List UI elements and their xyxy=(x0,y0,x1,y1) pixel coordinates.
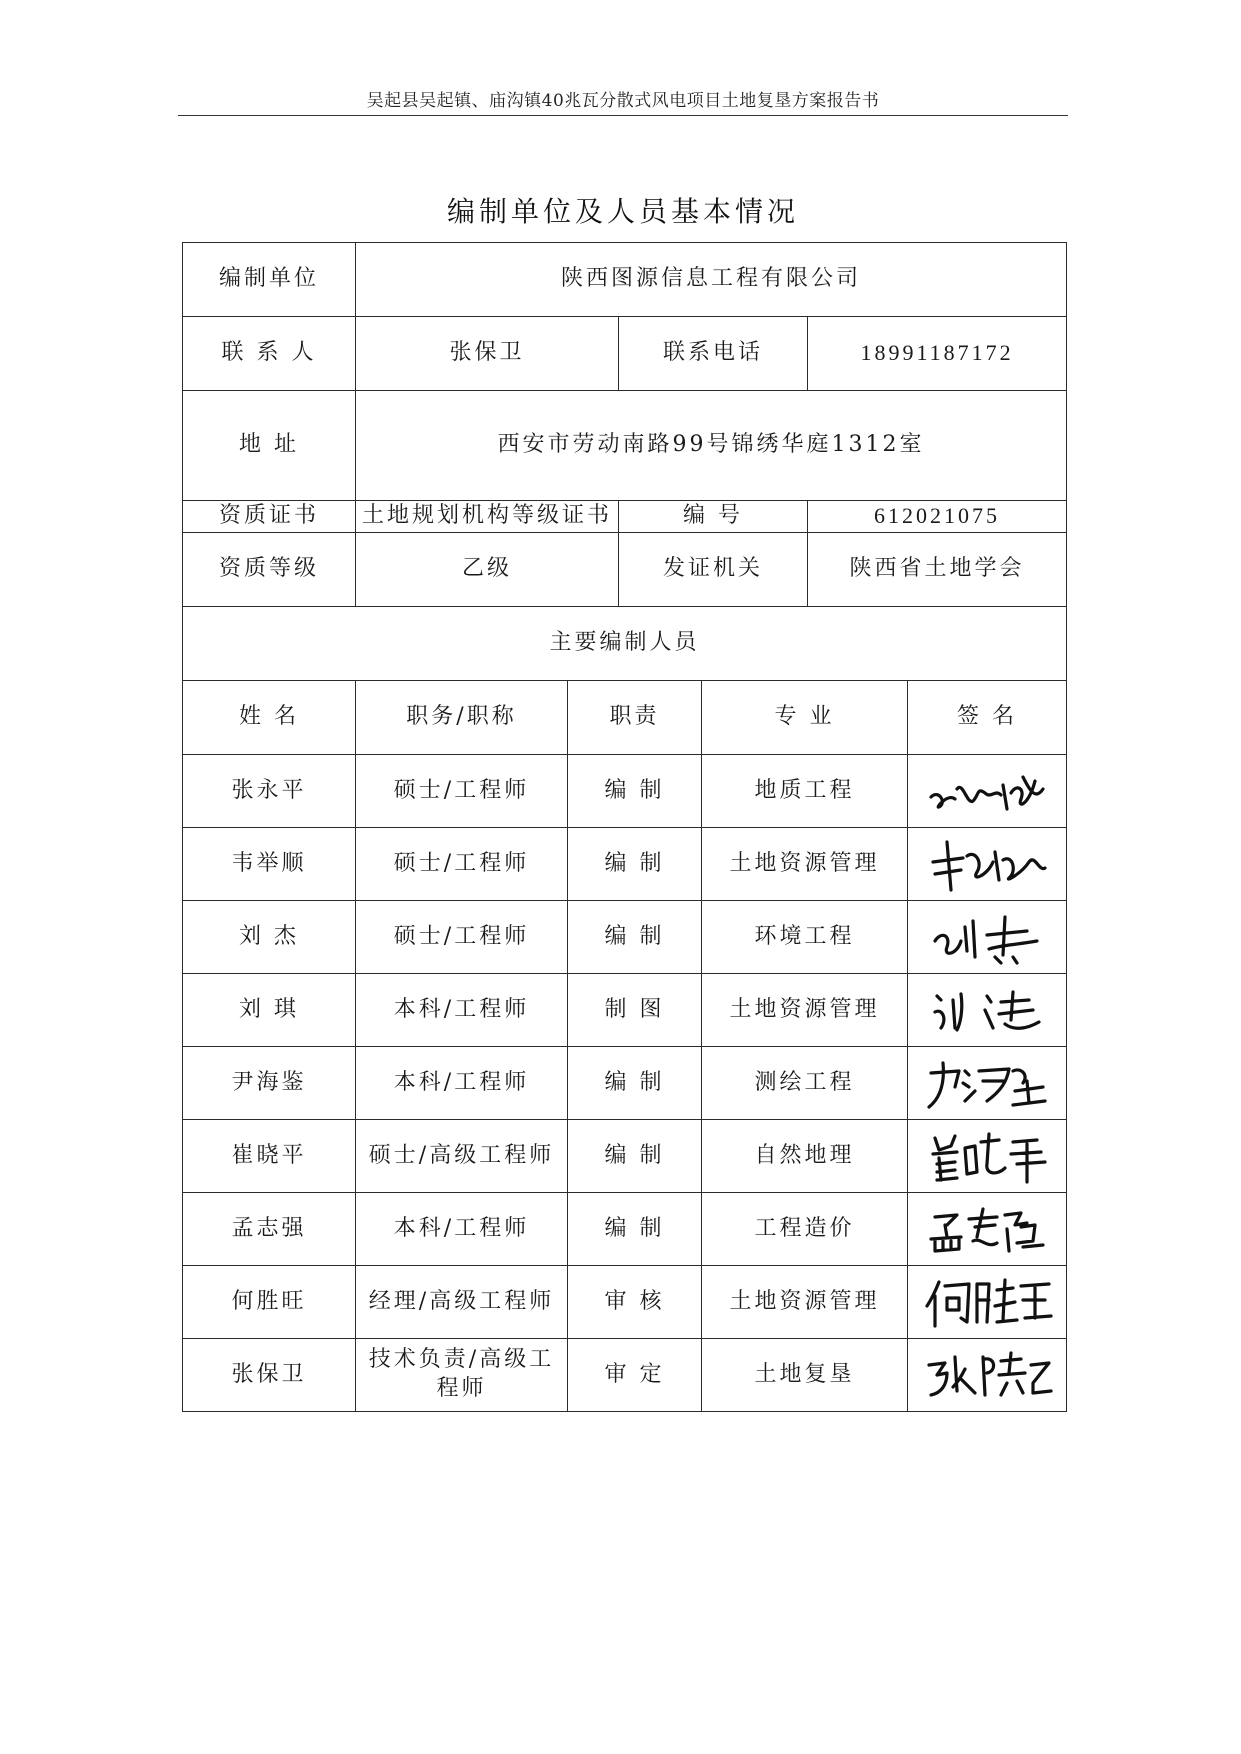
table-row xyxy=(183,901,1067,974)
column-header-title: 职务/职称 xyxy=(356,681,568,755)
staff-name: 何胜旺 xyxy=(183,1266,356,1339)
staff-title: 经理/高级工程师 xyxy=(356,1266,568,1339)
staff-title: 本科/工程师 xyxy=(356,974,568,1047)
signature-image xyxy=(917,1270,1057,1334)
running-header: 吴起县吴起镇、庙沟镇40兆瓦分散式风电项目土地复垦方案报告书 xyxy=(366,91,880,111)
cert-row xyxy=(183,501,1067,533)
signature-image xyxy=(917,1197,1057,1261)
staff-duty: 编 制 xyxy=(568,901,702,974)
unit-row xyxy=(183,243,1067,317)
number-value: 612021075 xyxy=(808,501,1067,533)
staff-title: 硕士/工程师 xyxy=(356,828,568,901)
staff-title: 硕士/工程师 xyxy=(356,755,568,828)
staff-title: 技术负责/高级工程师 xyxy=(356,1339,568,1412)
table-row xyxy=(183,755,1067,828)
staff-name: 崔晓平 xyxy=(183,1120,356,1193)
staff-duty: 制 图 xyxy=(568,974,702,1047)
staff-name: 孟志强 xyxy=(183,1193,356,1266)
signature-image xyxy=(917,1343,1057,1407)
page-title: 编制单位及人员基本情况 xyxy=(446,195,799,228)
staff-title: 本科/工程师 xyxy=(356,1193,568,1266)
staff-name: 刘 琪 xyxy=(183,974,356,1047)
staff-duty: 编 制 xyxy=(568,828,702,901)
staff-name: 刘 杰 xyxy=(183,901,356,974)
staff-signature xyxy=(908,974,1067,1047)
phone-label: 联系电话 xyxy=(619,317,808,391)
staff-name: 张永平 xyxy=(183,755,356,828)
grade-row xyxy=(183,533,1067,607)
signature-image xyxy=(917,759,1057,823)
staff-name: 尹海鉴 xyxy=(183,1047,356,1120)
column-header-name: 姓 名 xyxy=(183,681,356,755)
staff-major: 工程造价 xyxy=(702,1193,908,1266)
grade-value: 乙级 xyxy=(356,533,619,607)
staff-signature xyxy=(908,755,1067,828)
staff-duty: 编 制 xyxy=(568,1120,702,1193)
address-value: 西安市劳动南路99号锦绣华庭1312室 xyxy=(356,391,1067,501)
table-row xyxy=(183,1266,1067,1339)
staff-duty: 审 核 xyxy=(568,1266,702,1339)
staff-major: 自然地理 xyxy=(702,1120,908,1193)
column-header-signature: 签 名 xyxy=(908,681,1067,755)
staff-title: 本科/工程师 xyxy=(356,1047,568,1120)
staff-signature xyxy=(908,828,1067,901)
staff-section-title: 主要编制人员 xyxy=(183,607,1067,681)
staff-major: 测绘工程 xyxy=(702,1047,908,1120)
staff-major: 土地资源管理 xyxy=(702,828,908,901)
number-label: 编 号 xyxy=(619,501,808,533)
staff-signature xyxy=(908,1266,1067,1339)
table-row xyxy=(183,1339,1067,1412)
signature-image xyxy=(917,1124,1057,1188)
column-header-major: 专 业 xyxy=(702,681,908,755)
staff-duty: 编 制 xyxy=(568,1047,702,1120)
unit-value: 陕西图源信息工程有限公司 xyxy=(356,243,1067,317)
staff-signature xyxy=(908,901,1067,974)
grade-label: 资质等级 xyxy=(183,533,356,607)
contact-row xyxy=(183,317,1067,391)
staff-duty: 审 定 xyxy=(568,1339,702,1412)
staff-name: 韦举顺 xyxy=(183,828,356,901)
signature-image xyxy=(917,1051,1057,1115)
staff-title: 硕士/高级工程师 xyxy=(356,1120,568,1193)
staff-major: 土地复垦 xyxy=(702,1339,908,1412)
phone-value: 18991187172 xyxy=(808,317,1067,391)
table-row xyxy=(183,1193,1067,1266)
signature-image xyxy=(917,978,1057,1042)
table-row xyxy=(183,1047,1067,1120)
staff-major: 地质工程 xyxy=(702,755,908,828)
staff-section-row xyxy=(183,607,1067,681)
header-rule xyxy=(178,115,1068,116)
staff-name: 张保卫 xyxy=(183,1339,356,1412)
staff-signature xyxy=(908,1193,1067,1266)
info-table xyxy=(182,242,1067,1412)
column-header-duty: 职责 xyxy=(568,681,702,755)
cert-label: 资质证书 xyxy=(183,501,356,533)
staff-major: 环境工程 xyxy=(702,901,908,974)
staff-signature xyxy=(908,1339,1067,1412)
table-row xyxy=(183,828,1067,901)
unit-label: 编制单位 xyxy=(183,243,356,317)
staff-duty: 编 制 xyxy=(568,755,702,828)
issuer-label: 发证机关 xyxy=(619,533,808,607)
staff-major: 土地资源管理 xyxy=(702,1266,908,1339)
staff-signature xyxy=(908,1120,1067,1193)
contact-value: 张保卫 xyxy=(356,317,619,391)
table-row xyxy=(183,974,1067,1047)
staff-major: 土地资源管理 xyxy=(702,974,908,1047)
contact-label: 联 系 人 xyxy=(183,317,356,391)
staff-signature xyxy=(908,1047,1067,1120)
cert-value: 土地规划机构等级证书 xyxy=(356,501,619,533)
address-label: 地 址 xyxy=(183,391,356,501)
table-row xyxy=(183,1120,1067,1193)
signature-image xyxy=(917,832,1057,896)
staff-title: 硕士/工程师 xyxy=(356,901,568,974)
issuer-value: 陕西省土地学会 xyxy=(808,533,1067,607)
signature-image xyxy=(917,905,1057,969)
staff-header-row xyxy=(183,681,1067,755)
staff-duty: 编 制 xyxy=(568,1193,702,1266)
address-row xyxy=(183,391,1067,501)
